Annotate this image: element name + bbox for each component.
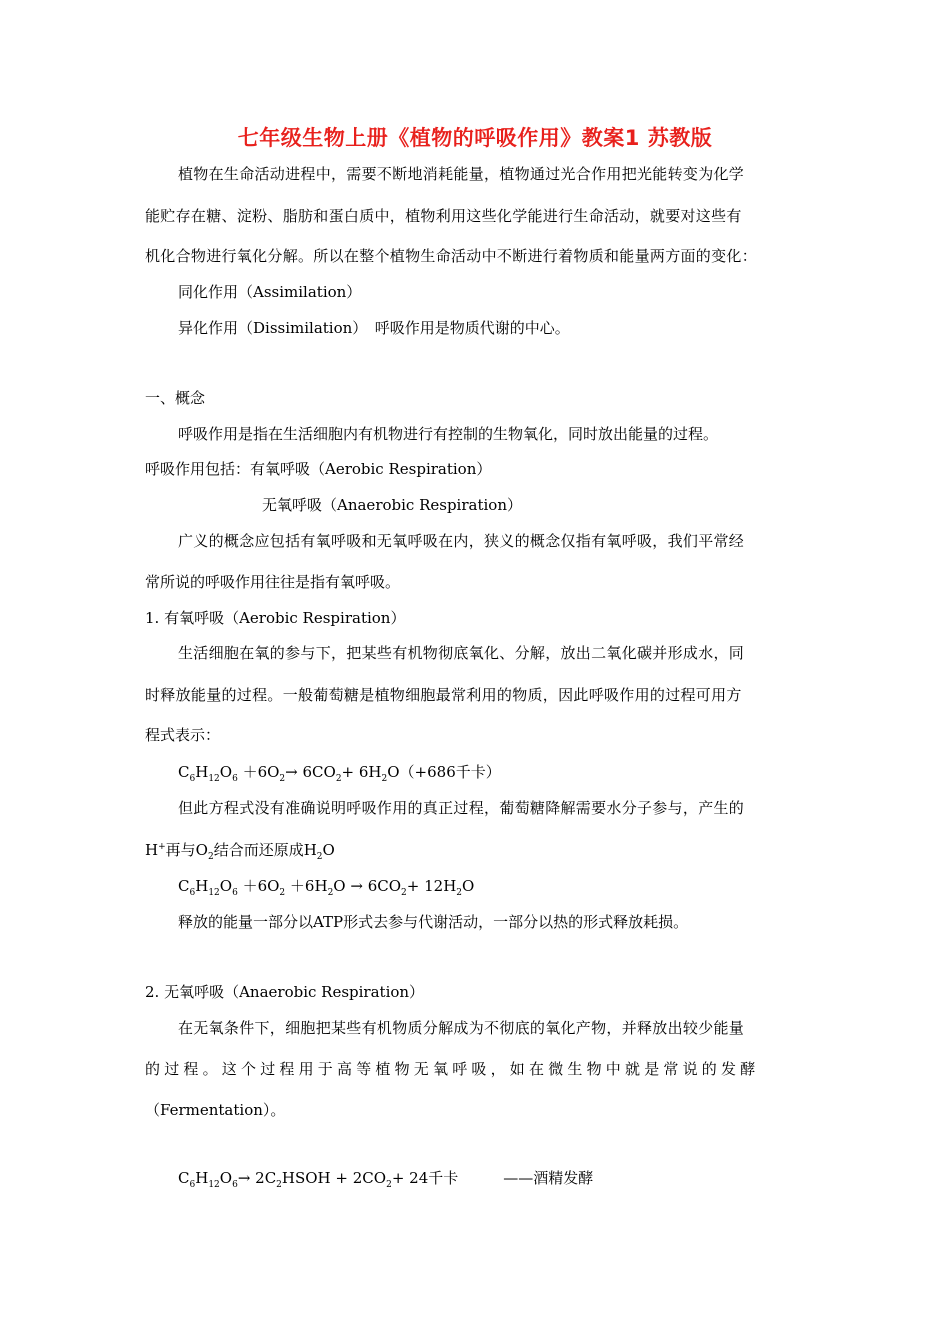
aerobic-paragraph-line-2: 时释放能量的过程。一般葡萄糖是植物细胞最常利用的物质，因此呼吸作用的过程可用方 [145, 686, 742, 704]
equation-alcohol-fermentation: $C_6H_{12}O_6\to$ $2C_2HSOH + 2CO_2+ 24$千卡 ——酒精发酵 [178, 1169, 594, 1190]
energy-release-line: 释放的能量一部分以ATP形式去参与代谢活动，一部分以热的形式释放耗损。 [178, 913, 689, 931]
dissimilation-line: 异化作用（Dissimilation） 呼吸作用是物质代谢的中心。 [178, 319, 570, 337]
document-title: 七年级生物上册《植物的呼吸作用》教案1 苏教版 [237, 126, 713, 150]
section-heading-anaerobic: 2. 无氧呼吸（Anaerobic Respiration） [145, 983, 425, 1001]
section-heading-concept: 一、概念 [145, 389, 206, 407]
equation-note-line-1: 但此方程式没有准确说明呼吸作用的真正过程，葡萄糖降解需要水分子参与，产生的 [178, 799, 745, 817]
assimilation-line: 同化作用（Assimilation） [178, 283, 362, 301]
equation-note-line-2: H+再与$O_2$结合而还原成$H_2O$ [145, 841, 335, 862]
anaerobic-paragraph-line-1: 在无氧条件下，细胞把某些有机物质分解成为不彻底的氧化产物，并释放出较少能量 [178, 1019, 745, 1037]
anaerobic-paragraph-line-2: 的过程。这个过程用于高等植物无氧呼吸，如在微生物中就是常说的发酵 [145, 1060, 760, 1078]
anaerobic-paragraph-line-3: （Fermentation）。 [145, 1101, 286, 1119]
equation-aerobic-full: $C_6H_{12}O_6 +6O_2 +6H_2O \to 6CO_2+ 12H_2O$ [178, 877, 475, 898]
respiration-includes-line: 呼吸作用包括：有氧呼吸（Aerobic Respiration） [145, 460, 492, 478]
aerobic-paragraph-line-3: 程式表示： [145, 726, 221, 744]
aerobic-paragraph-line-1: 生活细胞在氧的参与下，把某些有机物彻底氧化、分解，放出二氧化碳并形成水，同 [178, 644, 745, 662]
broad-concept-line-1: 广义的概念应包括有氧呼吸和无氧呼吸在内，狭义的概念仅指有氧呼吸，我们平常经 [178, 532, 745, 550]
intro-paragraph-line-3: 机化合物进行氧化分解。所以在整个植物生命活动中不断进行着物质和能量两方面的变化： [145, 247, 758, 265]
equation-aerobic-simple: $C_6H_{12}O_6 +6O_2\to 6CO_2+ 6H_2O(+686$千卡） [178, 763, 501, 784]
section-heading-aerobic: 1. 有氧呼吸（Aerobic Respiration） [145, 609, 406, 627]
broad-concept-line-2: 常所说的呼吸作用往往是指有氧呼吸。 [145, 573, 401, 591]
intro-paragraph-line-1: 植物在生命活动进程中，需要不断地消耗能量，植物通过光合作用把光能转变为化学 [178, 165, 745, 183]
intro-paragraph-line-2: 能贮存在糖、淀粉、脂肪和蛋白质中，植物利用这些化学能进行生命活动，就要对这些有 [145, 207, 742, 225]
concept-definition: 呼吸作用是指在生活细胞内有机物进行有控制的生物氧化，同时放出能量的过程。 [178, 425, 719, 443]
anaerobic-item-line: 无氧呼吸（Anaerobic Respiration） [262, 496, 522, 514]
